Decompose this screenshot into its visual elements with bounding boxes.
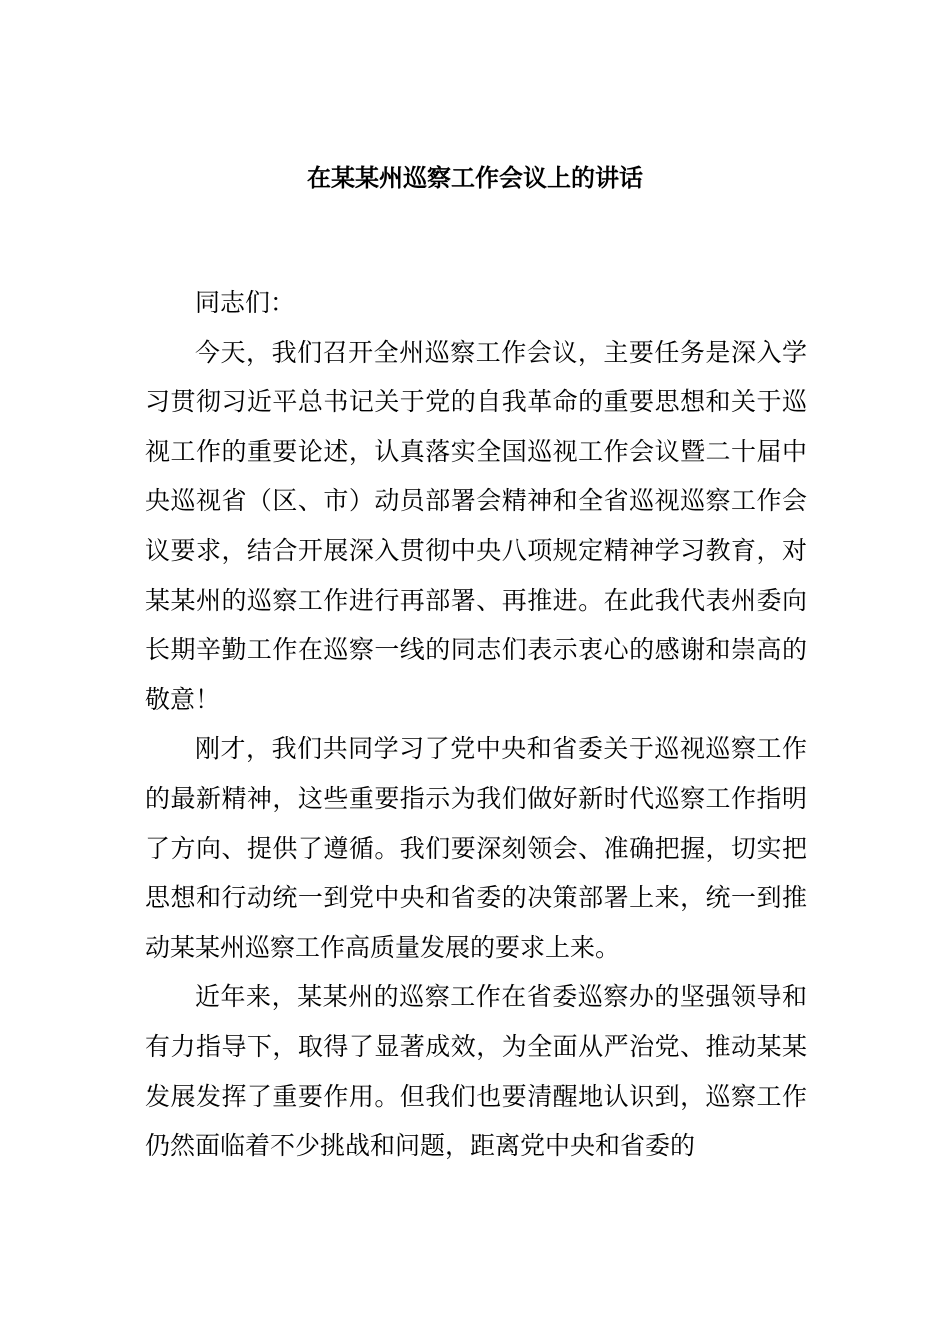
- salutation: 同志们：: [195, 288, 296, 317]
- document-title: 在某某州巡察工作会议上的讲话: [307, 164, 643, 192]
- paragraph-3: 近年来，某某州的巡察工作在省委巡察办的坚强领导和有力指导下，取得了显著成效，为全面从严治党、推动某某发展发挥了重要作用。但我们也要清醒地认识到，巡察工作仍然面临着不少挑战和问题，距离党中央和省委的: [145, 982, 807, 1161]
- paragraph-2: 刚才，我们共同学习了党中央和省委关于巡视巡察工作的最新精神，这些重要指示为我们做好新时代巡察工作指明了方向、提供了遵循。我们要深刻领会、准确把握，切实把思想和行动统一到党中央和省委的决策部署上来，统一到推动某某州巡察工作高质量发展的要求上来。: [145, 734, 807, 962]
- paragraph-1: 今天，我们召开全州巡察工作会议，主要任务是深入学习贯彻习近平总书记关于党的自我革命的重要思想和关于巡视工作的重要论述，认真落实全国巡视工作会议暨二十届中央巡视省（区、市）动员部署会精神和全省巡视巡察工作会议要求，结合开展深入贯彻中央八项规定精神学习教育，对某某州的巡察工作进行再部署、再推进。在此我代表州委向长期辛勤工作在巡察一线的同志们表示衷心的感谢和崇高的敬意！: [145, 337, 807, 714]
- document-body: [145, 278, 807, 1171]
